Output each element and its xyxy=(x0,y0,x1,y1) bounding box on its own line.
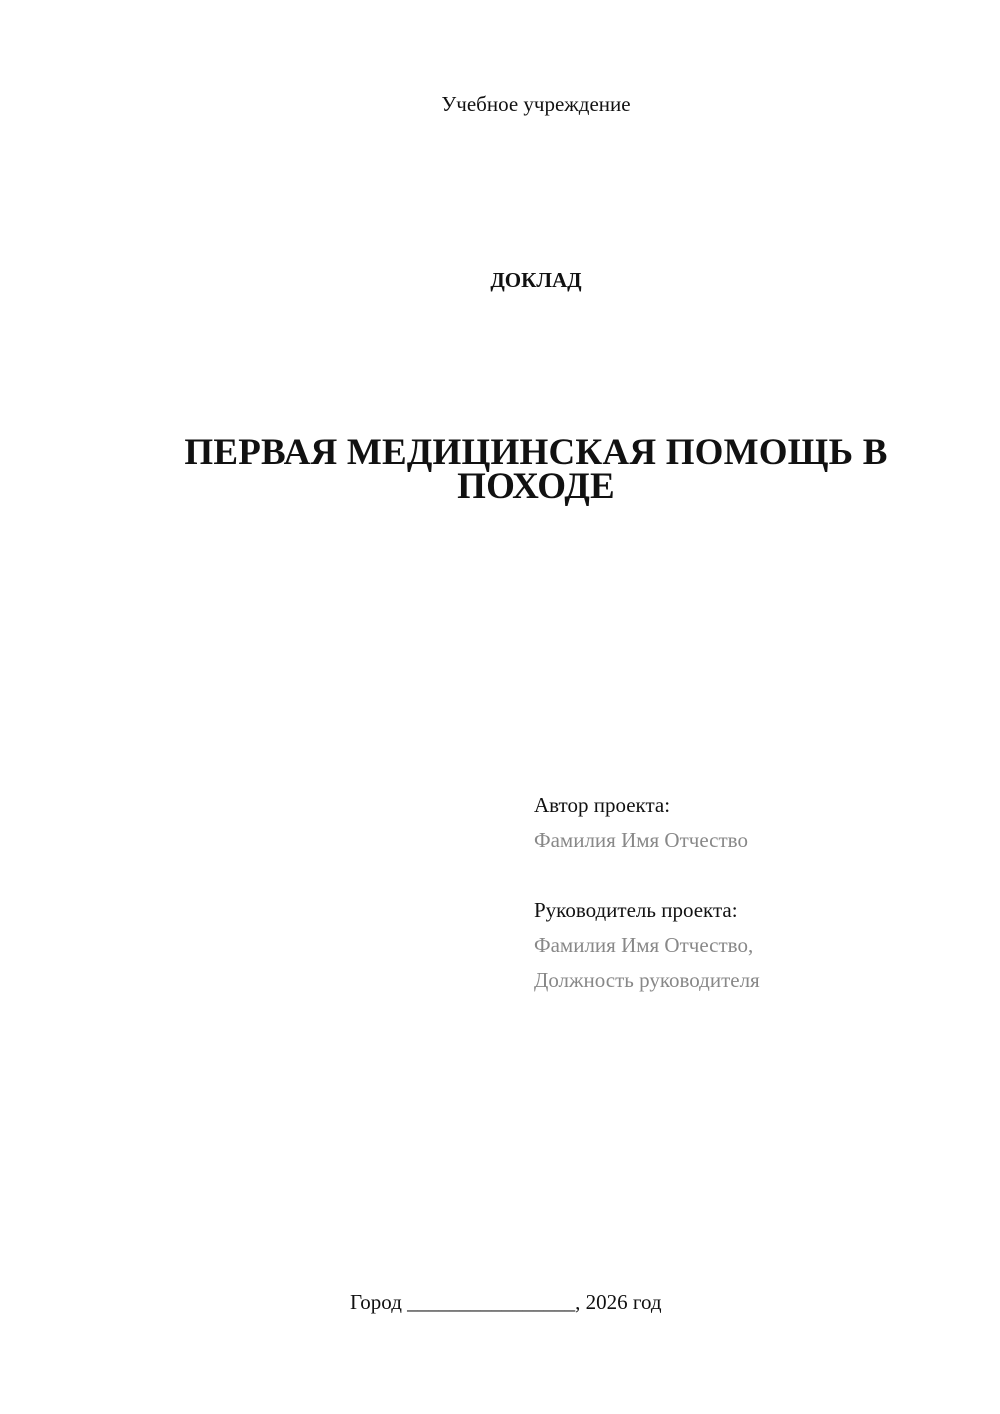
city-year-line: Город ________________, 2026 год xyxy=(350,1290,662,1314)
supervisor-position: Должность руководителя xyxy=(534,968,760,992)
project-info-block xyxy=(534,788,974,998)
report-title-line-2: ПОХОДЕ xyxy=(457,466,615,507)
supervisor-label: Руководитель проекта: xyxy=(534,898,738,922)
author-label: Автор проекта: xyxy=(534,793,671,817)
info-spacer xyxy=(534,858,974,893)
supervisor-name: Фамилия Имя Отчество, xyxy=(534,933,754,957)
document-type: ДОКЛАД xyxy=(490,268,582,292)
report-title-line-1: ПЕРВАЯ МЕДИЦИНСКАЯ ПОМОЩЬ В xyxy=(184,432,888,473)
institution-name: Учебное учреждение xyxy=(441,92,631,116)
report-title xyxy=(150,432,922,507)
author-name: Фамилия Имя Отчество xyxy=(534,828,748,852)
